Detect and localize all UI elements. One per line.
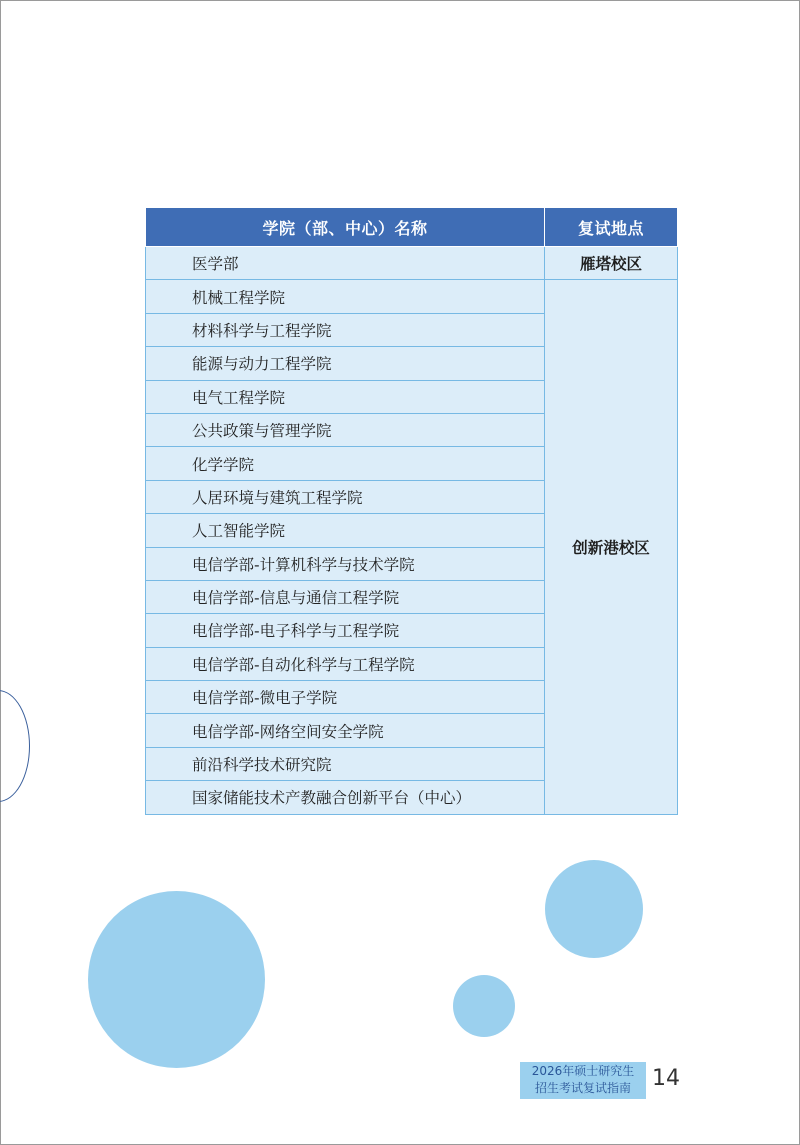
college-name: 材料科学与工程学院 xyxy=(146,313,545,346)
guide-title-line2: 招生考试复试指南 xyxy=(534,1081,631,1095)
college-name: 化学学院 xyxy=(146,447,545,480)
retest-location: 雁塔校区 xyxy=(545,247,678,280)
college-name: 电信学部-微电子学院 xyxy=(146,681,545,714)
header-retest-location: 复试地点 xyxy=(545,208,678,247)
college-name: 机械工程学院 xyxy=(146,280,545,313)
college-name: 人居环境与建筑工程学院 xyxy=(146,480,545,513)
decorative-circle-small xyxy=(453,975,515,1037)
college-name: 人工智能学院 xyxy=(146,514,545,547)
college-name: 电信学部-自动化科学与工程学院 xyxy=(146,647,545,680)
table-row xyxy=(146,280,678,313)
table-header-row xyxy=(146,208,678,247)
header-college-name: 学院（部、中心）名称 xyxy=(146,208,545,247)
college-name: 国家储能技术产教融合创新平台（中心） xyxy=(146,781,545,814)
college-name: 电信学部-计算机科学与技术学院 xyxy=(146,547,545,580)
decorative-circle-large xyxy=(88,891,265,1068)
college-name: 公共政策与管理学院 xyxy=(146,413,545,446)
college-name: 前沿科学技术研究院 xyxy=(146,747,545,780)
guide-title-line1: 2026年硕士研究生 xyxy=(531,1064,635,1078)
college-name: 电信学部-电子科学与工程学院 xyxy=(146,614,545,647)
college-name: 电信学部-网络空间安全学院 xyxy=(146,714,545,747)
decorative-circle-medium xyxy=(545,860,643,958)
retest-location-table xyxy=(145,207,678,815)
college-name: 医学部 xyxy=(146,247,545,280)
page-number: 14 xyxy=(652,1066,680,1091)
retest-location: 创新港校区 xyxy=(545,280,678,814)
college-name: 电信学部-信息与通信工程学院 xyxy=(146,580,545,613)
table-row xyxy=(146,247,678,280)
college-name: 能源与动力工程学院 xyxy=(146,347,545,380)
college-name: 电气工程学院 xyxy=(146,380,545,413)
guide-title-badge xyxy=(520,1062,646,1099)
